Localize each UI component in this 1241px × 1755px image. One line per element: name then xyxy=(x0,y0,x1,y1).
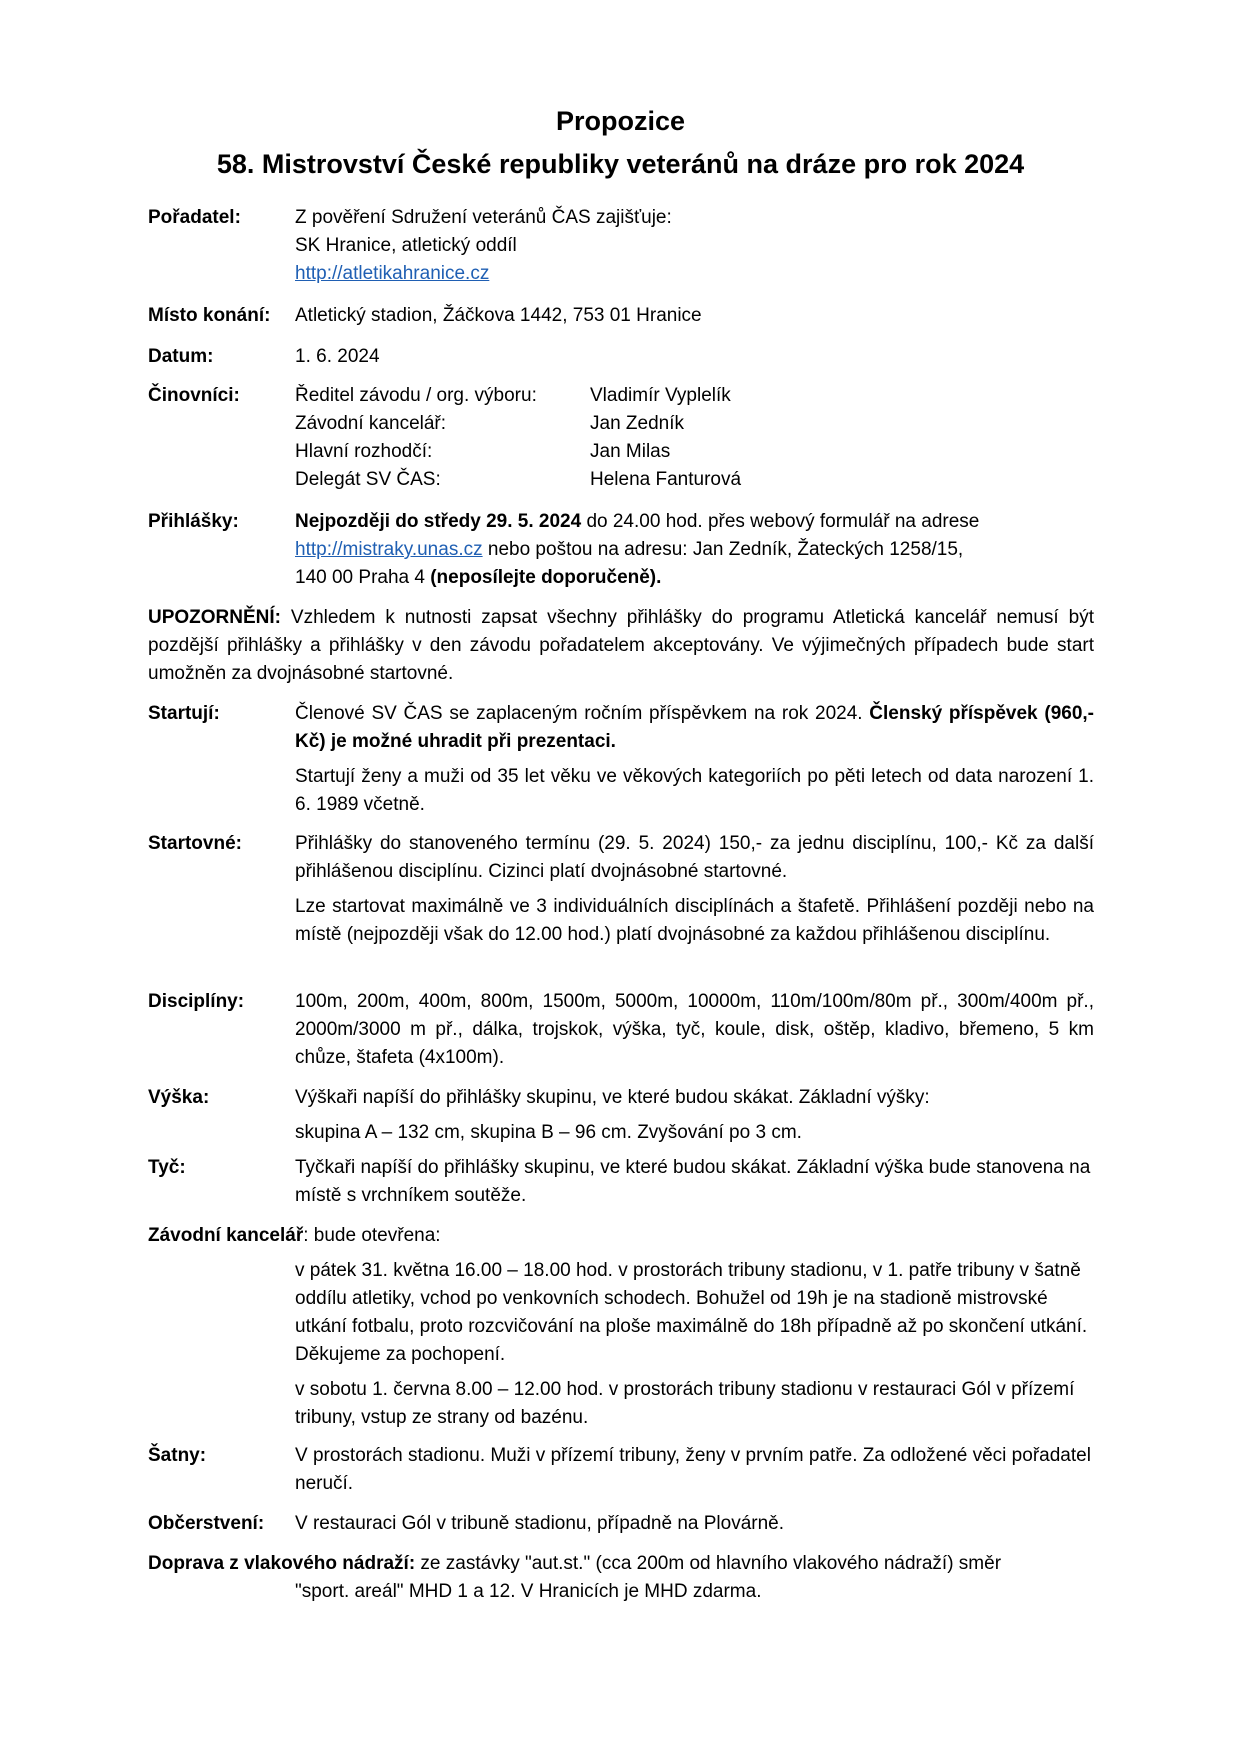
section-prihlasky xyxy=(148,508,1094,592)
cinovnik-role: Delegát SV ČAS: xyxy=(295,469,441,490)
section-vyska xyxy=(148,1084,1094,1147)
label-discipliny: Disciplíny: xyxy=(148,991,245,1012)
kancelar-saturday: v sobotu 1. června 8.00 – 12.00 hod. v prostorách tribuny stadionu v restauraci Gól v přízemí tribuny, vstup ze strany od bazénu. xyxy=(295,1379,1075,1428)
startuji-categories: Startují ženy a muži od 35 let věku ve věkových kategoriích po pěti letech od data narození 1. 6. 1989 včetně. xyxy=(295,766,1094,815)
label-satny: Šatny: xyxy=(148,1445,207,1466)
label-cinovnici: Činovníci: xyxy=(148,385,240,406)
datum-value: 1. 6. 2024 xyxy=(295,346,380,367)
doprava-text1: ze zastávky "aut.st." (cca 200m od hlavního vlakového nádraží) směr xyxy=(415,1553,1002,1574)
startuji-text: Členové SV ČAS se zaplaceným ročním příspěvkem na rok 2024. xyxy=(295,703,870,724)
cinovnik-name: Helena Fanturová xyxy=(590,469,742,490)
section-doprava xyxy=(148,1550,1094,1606)
prihlasky-link[interactable]: http://mistraky.unas.cz xyxy=(295,539,483,560)
section-discipliny xyxy=(148,988,1094,1072)
cinovnik-name: Jan Zedník xyxy=(590,413,684,434)
poradatel-line1: Z pověření Sdružení veteránů ČAS zajišťuje: xyxy=(295,207,672,228)
cinovnik-role: Hlavní rozhodčí: xyxy=(295,441,433,462)
cinovnik-row xyxy=(295,382,1094,410)
startovne-p1: Přihlášky do stanoveného termínu (29. 5. 2024) 150,- za jednu disciplínu, 100,- Kč za další přihlášenou disciplínu. Cizinci platí dvojnásobné startovné. xyxy=(295,833,1094,882)
label-prihlasky: Přihlášky: xyxy=(148,511,239,532)
label-datum: Datum: xyxy=(148,346,214,367)
section-poradatel xyxy=(148,204,1094,288)
label-obcerstveni: Občerstvení: xyxy=(148,1513,265,1534)
prihlasky-text1: do 24.00 hod. přes webový formulář na adrese xyxy=(581,511,980,532)
poradatel-line2: SK Hranice, atletický oddíl xyxy=(295,235,517,256)
prihlasky-text3: 140 00 Praha 4 xyxy=(295,567,431,588)
label-vyska: Výška: xyxy=(148,1087,210,1108)
startuji-fee-note: Členský příspěvek (960,- Kč) je možné uhradit při prezentaci. xyxy=(295,703,1094,752)
cinovnik-name: Jan Milas xyxy=(590,441,671,462)
discipliny-text: 100m, 200m, 400m, 800m, 1500m, 5000m, 10000m, 110m/100m/80m př., 300m/400m př., 2000m/3000 m př., dálka, trojskok, výška, tyč, koule, disk, oštěp, kladivo, břemeno, 5 km chůze, štafeta (4x100m). xyxy=(295,991,1094,1068)
kancelar-suffix: : bude otevřena: xyxy=(303,1225,441,1246)
vyska-p1: Výškaři napíší do přihlášky skupinu, ve které budou skákat. Základní výšky: xyxy=(295,1087,930,1108)
prihlasky-deadline: Nejpozději do středy 29. 5. 2024 xyxy=(295,511,582,532)
section-obcerstveni xyxy=(148,1510,1094,1538)
section-datum xyxy=(148,343,1094,371)
cinovnik-row xyxy=(295,410,1094,438)
section-startuji xyxy=(148,700,1094,819)
document-subtitle: 58. Mistrovství České republiky veteránů na dráze pro rok 2024 xyxy=(216,149,1025,179)
label-startovne: Startovné: xyxy=(148,833,242,854)
label-misto: Místo konání: xyxy=(148,305,271,326)
vyska-p2: skupina A – 132 cm, skupina B – 96 cm. Zvyšování po 3 cm. xyxy=(295,1122,802,1143)
cinovnik-row xyxy=(295,466,1094,494)
section-cinovnici xyxy=(148,382,1094,494)
label-poradatel: Pořadatel: xyxy=(148,207,241,228)
doprava-text2: "sport. areál" MHD 1 a 12. V Hranicích je MHD zdarma. xyxy=(295,1581,762,1602)
label-tyc: Tyč: xyxy=(148,1157,186,1178)
misto-value: Atletický stadion, Žáčkova 1442, 753 01 Hranice xyxy=(295,305,702,326)
satny-text: V prostorách stadionu. Muži v přízemí tribuny, ženy v prvním patře. Za odložené věci pořadatel neručí. xyxy=(295,1445,1091,1494)
kancelar-friday: v pátek 31. května 16.00 – 18.00 hod. v prostorách tribuny stadionu, v 1. patře tribuny v šatně oddílu atletiky, vchod po venkovních schodech. Bohužel od 19h je na stadioně mistrovské utkání fotbalu, proto rozcvičování na ploše maximálně do 18h případně až po skončení utkání. Děkujeme za pochopení. xyxy=(295,1260,1088,1365)
label-kancelar: Závodní kancelář xyxy=(148,1225,304,1246)
section-tyc xyxy=(148,1154,1094,1210)
prihlasky-note: (neposílejte doporučeně). xyxy=(430,567,662,588)
section-misto xyxy=(148,302,1094,330)
section-startovne xyxy=(148,830,1094,949)
prihlasky-text2: nebo poštou na adresu: Jan Zedník, Žateckých 1258/15, xyxy=(482,539,964,560)
document-title: Propozice xyxy=(555,106,686,136)
cinovnik-role: Závodní kancelář: xyxy=(295,413,447,434)
cinovnik-name: Vladimír Vyplelík xyxy=(590,385,731,406)
poradatel-link[interactable]: http://atletikahranice.cz xyxy=(295,263,490,284)
section-satny xyxy=(148,1442,1094,1498)
label-doprava: Doprava z vlakového nádraží: xyxy=(148,1553,416,1574)
section-kancelar xyxy=(148,1222,1094,1432)
label-upozorneni: UPOZORNĚNÍ: xyxy=(148,607,281,628)
obcerstveni-text: V restauraci Gól v tribuně stadionu, případně na Plovárně. xyxy=(295,1513,785,1534)
tyc-text: Tyčkaři napíší do přihlášky skupinu, ve které budou skákat. Základní výška bude stanovena na místě s vrchníkem soutěže. xyxy=(295,1157,1091,1206)
section-upozorneni xyxy=(148,604,1094,688)
cinovnik-role: Ředitel závodu / org. výboru: xyxy=(295,385,537,406)
upozorneni-text: Vzhledem k nutnosti zapsat všechny přihlášky do programu Atletická kancelář nemusí být pozdější přihlášky a přihlášky v den závodu pořadatelem akceptovány. Ve výjimečných případech bude start umožněn za dvojnásobné startovné. xyxy=(148,607,1094,684)
startovne-p2: Lze startovat maximálně ve 3 individuálních disciplínách a štafetě. Přihlášení později nebo na místě (nejpozději však do 12.00 hod.) platí dvojnásobné za každou přihlášenou disciplínu. xyxy=(295,896,1094,945)
cinovnik-row xyxy=(295,438,1094,466)
label-startuji: Startují: xyxy=(148,703,220,724)
